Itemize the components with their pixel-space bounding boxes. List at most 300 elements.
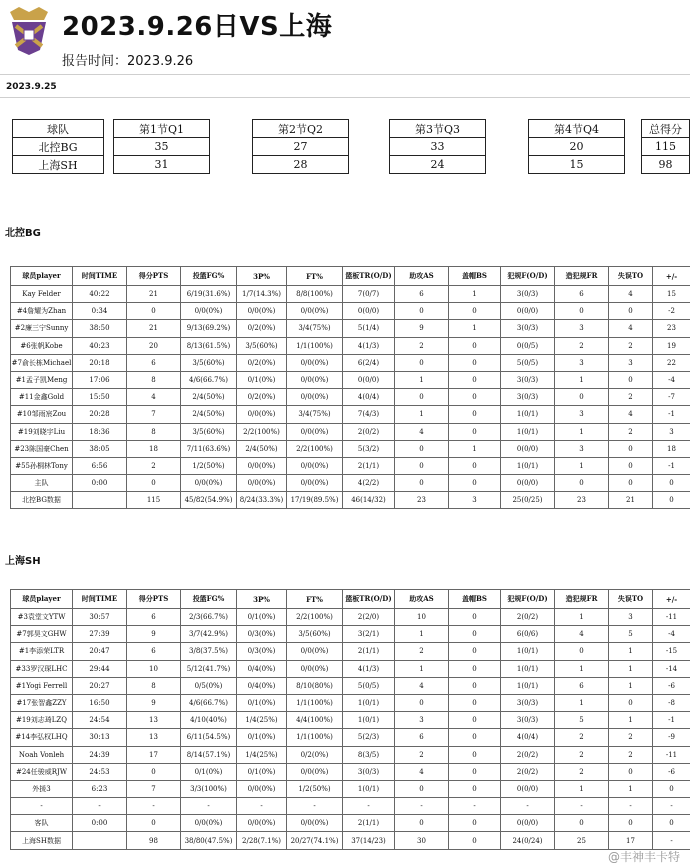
stat-cell: -14 — [653, 660, 690, 677]
stat-cell: 45/82(54.9%) — [181, 492, 237, 509]
stat-cell: 0 — [555, 389, 609, 406]
stat-cell: 0/0(0%) — [237, 780, 287, 797]
stat-cell: 10 — [395, 609, 449, 626]
stat-cell: 3/5(60%) — [181, 423, 237, 440]
stat-cell: 17 — [609, 832, 653, 849]
stat-cell: 0 — [395, 303, 449, 320]
stat-cell: 2 — [609, 729, 653, 746]
player-name: #6张帆Kobe — [11, 337, 73, 354]
stat-cell: -8 — [653, 694, 690, 711]
stat-cell: 3 — [395, 712, 449, 729]
stat-cell: 1 — [555, 609, 609, 626]
stat-cell: 29:44 — [73, 660, 127, 677]
stat-cell: 25(0/25) — [501, 492, 555, 509]
table-row — [11, 694, 690, 711]
stat-cell: 2 — [609, 337, 653, 354]
stat-cell: 6 — [555, 677, 609, 694]
report-time — [62, 50, 193, 69]
total-score-box — [641, 119, 690, 174]
stat-cell: 4 — [555, 626, 609, 643]
stat-cell: 0 — [395, 457, 449, 474]
stat-cell: 3(0/3) — [501, 286, 555, 303]
stat-cell: 115 — [127, 492, 181, 509]
stat-cell: 21 — [127, 286, 181, 303]
stat-cell: 6 — [127, 609, 181, 626]
stat-cell: 0/0(0%) — [287, 389, 343, 406]
table-row — [11, 643, 690, 660]
stat-cell: - — [609, 798, 653, 815]
column-header: 时间TIME — [73, 590, 127, 609]
player-name: #2廉三宁Sunny — [11, 320, 73, 337]
player-name: #23陈国豪Chen — [11, 440, 73, 457]
stat-cell: 3 — [609, 609, 653, 626]
stat-cell: 0/1(0%) — [181, 763, 237, 780]
stat-cell: 2 — [395, 746, 449, 763]
player-name: #10邹雨宸Zou — [11, 406, 73, 423]
stat-cell: 40:23 — [73, 337, 127, 354]
column-header: 失误TO — [609, 590, 653, 609]
stat-cell: 7/11(63.6%) — [181, 440, 237, 457]
quarter-score: 20 — [529, 138, 625, 156]
stat-cell: 3/4(75%) — [287, 320, 343, 337]
stat-cell: 1(0/1) — [343, 694, 395, 711]
stat-cell: 1/4(25%) — [237, 746, 287, 763]
stat-cell: 1 — [395, 371, 449, 388]
stat-cell: 0 — [609, 457, 653, 474]
quarter-score: 28 — [253, 156, 349, 174]
table-row — [11, 626, 690, 643]
team-name: 上海SH — [13, 156, 104, 174]
stat-cell: 4(0/4) — [343, 389, 395, 406]
stat-cell: 0/0(0%) — [287, 475, 343, 492]
stat-cell: 0 — [449, 712, 501, 729]
player-name: 客队 — [11, 815, 73, 832]
stat-cell: 3/3(100%) — [181, 780, 237, 797]
stat-cell: 19 — [653, 337, 690, 354]
quarter-team-box — [12, 119, 104, 174]
stat-cell: 3(0/3) — [501, 371, 555, 388]
stat-cell: 0 — [449, 780, 501, 797]
divider — [0, 97, 690, 98]
stat-cell: 23 — [653, 320, 690, 337]
stat-cell: - — [501, 798, 555, 815]
stat-cell: 0/3(0%) — [237, 643, 287, 660]
table-row — [11, 712, 690, 729]
column-header: 投篮FG% — [181, 267, 237, 286]
player-name: #1李添荣LTR — [11, 643, 73, 660]
quarter-score: 33 — [390, 138, 486, 156]
stat-cell: 2 — [555, 729, 609, 746]
stat-cell: 23 — [395, 492, 449, 509]
stat-cell: 0 — [127, 475, 181, 492]
stat-cell: 1 — [449, 320, 501, 337]
stat-cell: 0/1(0%) — [237, 371, 287, 388]
stat-cell: -6 — [653, 677, 690, 694]
quarter-box-q3 — [389, 119, 486, 174]
stat-cell: 0/0(0%) — [287, 371, 343, 388]
player-name: 北控BG数据 — [11, 492, 73, 509]
stat-cell: 2 — [609, 389, 653, 406]
player-name: #7郭昊文GHW — [11, 626, 73, 643]
stat-cell — [73, 832, 127, 849]
stat-cell: 1/1(100%) — [287, 694, 343, 711]
stat-cell: 6/11(54.5%) — [181, 729, 237, 746]
stat-cell: 9 — [127, 626, 181, 643]
stat-cell: 5(0/5) — [501, 354, 555, 371]
stat-cell: 0 — [395, 354, 449, 371]
column-header: 球员player — [11, 590, 73, 609]
total-score: 98 — [642, 156, 690, 174]
sh-stats-table — [10, 589, 690, 850]
stat-cell: 6(2/4) — [343, 354, 395, 371]
stat-cell: 8/14(57.1%) — [181, 746, 237, 763]
stat-cell: 1/2(50%) — [181, 457, 237, 474]
stat-cell: 1(0/1) — [343, 712, 395, 729]
stat-cell: 2(0/2) — [343, 423, 395, 440]
stat-cell: 46(14/32) — [343, 492, 395, 509]
stat-cell: 0 — [609, 763, 653, 780]
watermark: @丰神丰卡特 — [607, 850, 680, 864]
player-name: #7俞长栋Michael — [11, 354, 73, 371]
stat-cell: 0(0/0) — [501, 440, 555, 457]
stat-cell: 2/28(7.1%) — [237, 832, 287, 849]
divider — [0, 74, 690, 75]
stat-cell: 0 — [127, 763, 181, 780]
player-name: #19刘志琦LZQ — [11, 712, 73, 729]
stat-cell: 0 — [609, 694, 653, 711]
stat-cell: - — [127, 798, 181, 815]
table-row — [11, 677, 690, 694]
stat-cell: 2/4(50%) — [181, 406, 237, 423]
column-header: 3P% — [237, 590, 287, 609]
stat-cell: 18 — [653, 440, 690, 457]
stat-cell: 1 — [555, 660, 609, 677]
stat-cell: 4 — [395, 763, 449, 780]
player-name: #19刘晓宇Liu — [11, 423, 73, 440]
stat-cell: 7(0/7) — [343, 286, 395, 303]
stat-cell: -1 — [653, 712, 690, 729]
stat-cell: 5 — [555, 712, 609, 729]
stat-cell: - — [237, 798, 287, 815]
stat-cell: -11 — [653, 609, 690, 626]
stat-cell: 0 — [449, 677, 501, 694]
stat-cell: 1/1(100%) — [287, 337, 343, 354]
page-title: 2023.9.26日VS上海 — [62, 12, 333, 42]
stat-cell: - — [555, 798, 609, 815]
stat-cell: 0(0/0) — [501, 475, 555, 492]
player-name: #14李弘权LHQ — [11, 729, 73, 746]
column-header: 造犯规FR — [555, 267, 609, 286]
stat-cell: 1/1(100%) — [287, 729, 343, 746]
stat-cell: 0:34 — [73, 303, 127, 320]
stat-cell: 0 — [449, 660, 501, 677]
stat-cell: 0 — [555, 643, 609, 660]
stat-cell: 4 — [395, 423, 449, 440]
stat-cell: 0 — [395, 694, 449, 711]
stat-cell: 0 — [449, 815, 501, 832]
quarter-box-q2 — [252, 119, 349, 174]
player-name: 上海SH数据 — [11, 832, 73, 849]
column-header: 犯规F(O/D) — [501, 267, 555, 286]
stat-cell: 17 — [127, 746, 181, 763]
stat-cell: 4(1/3) — [343, 337, 395, 354]
stat-cell: 1 — [609, 712, 653, 729]
stat-cell: 3/8(37.5%) — [181, 643, 237, 660]
stat-cell: 1 — [395, 660, 449, 677]
stat-cell: 0/0(0%) — [237, 815, 287, 832]
stat-cell: 2(0/2) — [501, 609, 555, 626]
stat-cell: 0/0(0%) — [287, 763, 343, 780]
table-row — [11, 337, 690, 354]
table-row — [11, 492, 690, 509]
stat-cell: 1 — [555, 457, 609, 474]
stat-cell: 38:50 — [73, 320, 127, 337]
stat-cell: 1 — [609, 677, 653, 694]
quarter-box-q1 — [113, 119, 210, 174]
stat-cell: 2/2(100%) — [237, 423, 287, 440]
stat-cell: 0/4(0%) — [237, 660, 287, 677]
stat-cell: 0/1(0%) — [237, 763, 287, 780]
stat-cell: 4(0/4) — [501, 729, 555, 746]
stat-cell: - — [287, 798, 343, 815]
stat-cell: 6 — [395, 286, 449, 303]
player-name: 外援3 — [11, 780, 73, 797]
table-row — [11, 320, 690, 337]
stat-cell: 0/4(0%) — [237, 677, 287, 694]
quarter-label: 第4节Q4 — [529, 120, 625, 138]
quarter-score: 15 — [529, 156, 625, 174]
column-header: FT% — [287, 590, 343, 609]
stat-cell: -7 — [653, 389, 690, 406]
stat-cell: 10 — [127, 660, 181, 677]
table-header-row — [11, 267, 690, 286]
stat-cell: 20 — [127, 337, 181, 354]
stat-cell: 0/0(0%) — [287, 457, 343, 474]
stat-cell: 6 — [127, 354, 181, 371]
stat-cell: 0 — [449, 406, 501, 423]
stat-cell: 0 — [449, 354, 501, 371]
quarter-score: 35 — [114, 138, 210, 156]
stat-cell: -4 — [653, 626, 690, 643]
stat-cell: 0/0(0%) — [237, 475, 287, 492]
table-row — [11, 832, 690, 849]
player-name: - — [11, 798, 73, 815]
stat-cell: 2 — [395, 337, 449, 354]
stat-cell: 0 — [555, 815, 609, 832]
stat-cell: 8/8(100%) — [287, 286, 343, 303]
stat-cell: 8 — [127, 371, 181, 388]
column-header: +/- — [653, 590, 690, 609]
player-name: 主队 — [11, 475, 73, 492]
stat-cell: 3 — [609, 354, 653, 371]
stat-cell: 0(0/5) — [501, 337, 555, 354]
stat-cell: 0 — [555, 303, 609, 320]
stat-cell: 30 — [395, 832, 449, 849]
stat-cell: 9/13(69.2%) — [181, 320, 237, 337]
table-row — [11, 746, 690, 763]
player-name: #11金鑫Gold — [11, 389, 73, 406]
stat-cell: 0:00 — [73, 475, 127, 492]
stat-cell: 0 — [127, 815, 181, 832]
table-row — [11, 389, 690, 406]
stat-cell: -6 — [653, 763, 690, 780]
stat-cell: 2 — [609, 746, 653, 763]
column-header: 犯规F(O/D) — [501, 590, 555, 609]
stat-cell: 0 — [449, 729, 501, 746]
table-row — [11, 286, 690, 303]
stat-cell: 0(0/0) — [343, 303, 395, 320]
column-header: 助攻AS — [395, 267, 449, 286]
stat-cell: 20:18 — [73, 354, 127, 371]
stat-cell: 3/4(75%) — [287, 406, 343, 423]
stat-cell: 8/10(80%) — [287, 677, 343, 694]
stat-cell: 1(0/1) — [501, 406, 555, 423]
stat-cell: 8 — [127, 423, 181, 440]
column-header: 时间TIME — [73, 267, 127, 286]
table-row — [11, 354, 690, 371]
column-header: 失误TO — [609, 267, 653, 286]
table-row — [11, 798, 690, 815]
stat-cell: 1(0/1) — [343, 780, 395, 797]
player-name: #3袁堂文YTW — [11, 609, 73, 626]
stat-cell: 0 — [653, 492, 690, 509]
stat-cell: 0/0(0%) — [287, 423, 343, 440]
stat-cell: 0 — [449, 626, 501, 643]
stat-cell: 0 — [609, 303, 653, 320]
table-header-row — [11, 590, 690, 609]
stat-cell: 13 — [127, 729, 181, 746]
stat-cell: 5(3/2) — [343, 440, 395, 457]
stat-cell: 0 — [395, 475, 449, 492]
stat-cell: 4 — [609, 286, 653, 303]
stat-cell: 2 — [127, 457, 181, 474]
stat-cell: 30:57 — [73, 609, 127, 626]
stat-cell: 3 — [555, 406, 609, 423]
stat-cell: 1 — [395, 626, 449, 643]
stat-cell: 15 — [653, 286, 690, 303]
column-header: 盖帽BS — [449, 267, 501, 286]
column-header: 篮板TR(O/D) — [343, 267, 395, 286]
stat-cell — [73, 492, 127, 509]
stat-cell: 17/19(89.5%) — [287, 492, 343, 509]
stat-cell: 3(0/3) — [501, 320, 555, 337]
stat-cell: 20:27 — [73, 677, 127, 694]
stat-cell: 2(1/1) — [343, 643, 395, 660]
stat-cell: 0/0(0%) — [181, 815, 237, 832]
table-row — [11, 475, 690, 492]
table-row — [11, 440, 690, 457]
stat-cell: 0 — [609, 440, 653, 457]
stat-cell: 24:53 — [73, 763, 127, 780]
stat-cell: 4(1/3) — [343, 660, 395, 677]
stat-cell: 3(0/3) — [501, 389, 555, 406]
stat-cell: 2 — [395, 643, 449, 660]
stat-cell: 24:54 — [73, 712, 127, 729]
stat-cell: 0 — [609, 371, 653, 388]
table-row — [11, 371, 690, 388]
stat-cell: -4 — [653, 371, 690, 388]
stat-cell: -2 — [653, 303, 690, 320]
player-name: #24任骏威RJW — [11, 763, 73, 780]
stat-cell: 3(2/1) — [343, 626, 395, 643]
stat-cell: 0/2(0%) — [237, 354, 287, 371]
stat-cell: 5 — [609, 626, 653, 643]
stat-cell: 15:50 — [73, 389, 127, 406]
player-name: Kay Felder — [11, 286, 73, 303]
table-row — [11, 780, 690, 797]
quarter-box-q4 — [528, 119, 625, 174]
stat-cell: 8(3/5) — [343, 746, 395, 763]
column-header: 盖帽BS — [449, 590, 501, 609]
stat-cell: 0 — [653, 815, 690, 832]
stat-cell: 6/19(31.6%) — [181, 286, 237, 303]
stat-cell: 0 — [449, 389, 501, 406]
stat-cell: 40:22 — [73, 286, 127, 303]
stat-cell: 0/1(0%) — [237, 609, 287, 626]
stat-cell: 3/5(60%) — [287, 626, 343, 643]
stat-cell: -11 — [653, 746, 690, 763]
stat-cell: 0 — [395, 440, 449, 457]
stat-cell: 3(0/3) — [501, 712, 555, 729]
stat-cell: 1(0/1) — [501, 457, 555, 474]
column-header: 球员player — [11, 267, 73, 286]
stat-cell: - — [395, 798, 449, 815]
stat-cell: 2(0/2) — [501, 746, 555, 763]
table-row — [11, 729, 690, 746]
player-name: #33罗汉琛LHC — [11, 660, 73, 677]
stat-cell: 2/4(50%) — [237, 440, 287, 457]
stat-cell: 0 — [609, 475, 653, 492]
stat-cell: 0/3(0%) — [237, 626, 287, 643]
stat-cell: 3/7(42.9%) — [181, 626, 237, 643]
stat-cell: 0/0(0%) — [237, 406, 287, 423]
stat-cell: 0/1(0%) — [237, 694, 287, 711]
column-header: 投篮FG% — [181, 590, 237, 609]
stat-cell: 6:56 — [73, 457, 127, 474]
stat-cell: 0/2(0%) — [287, 746, 343, 763]
stat-cell: 18 — [127, 440, 181, 457]
stat-cell: 2(1/1) — [343, 815, 395, 832]
stat-cell: 1 — [395, 406, 449, 423]
stat-cell: 0 — [449, 457, 501, 474]
stat-cell: 0/0(0%) — [181, 303, 237, 320]
stat-cell: 0/0(0%) — [287, 303, 343, 320]
table-row — [11, 423, 690, 440]
column-header: 助攻AS — [395, 590, 449, 609]
stat-cell: 4/10(40%) — [181, 712, 237, 729]
stat-cell: 0/0(0%) — [287, 660, 343, 677]
stat-cell: 8/24(33.3%) — [237, 492, 287, 509]
stat-cell: 38/80(47.5%) — [181, 832, 237, 849]
stat-cell: 2/3(66.7%) — [181, 609, 237, 626]
stat-cell: 3(0/3) — [343, 763, 395, 780]
stat-cell: 30:13 — [73, 729, 127, 746]
section-title-bg: 北控BG — [5, 228, 41, 239]
table-row — [11, 457, 690, 474]
stat-cell: 0/0(0%) — [287, 643, 343, 660]
quarter-score: 31 — [114, 156, 210, 174]
stat-cell: 1 — [609, 660, 653, 677]
stat-cell: 3 — [555, 320, 609, 337]
stat-cell: 0(0/0) — [501, 815, 555, 832]
column-header: 造犯规FR — [555, 590, 609, 609]
stat-cell: - — [653, 832, 690, 849]
column-header: 篮板TR(O/D) — [343, 590, 395, 609]
stat-cell: 25 — [555, 832, 609, 849]
stat-cell: -1 — [653, 406, 690, 423]
player-name: #4詹耀为Zhan — [11, 303, 73, 320]
stat-cell: 2(1/1) — [343, 457, 395, 474]
